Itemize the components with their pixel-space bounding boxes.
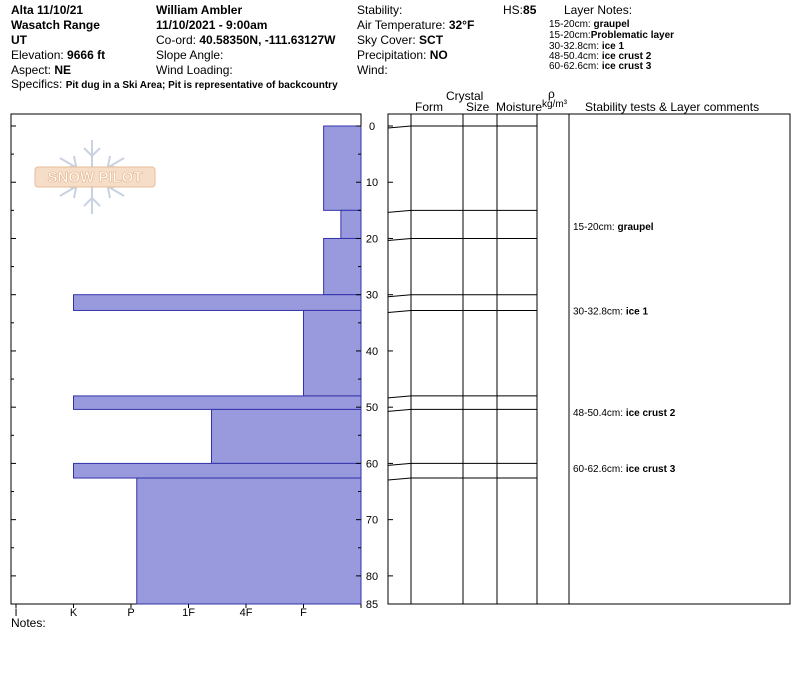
hardness-tick-label: 4F [239, 607, 253, 619]
hardness-tick-label: 1F [182, 607, 195, 619]
layer-table-frame [388, 114, 790, 604]
hardness-bar [212, 409, 362, 463]
layer-comment-range: 60-62.6cm: [573, 464, 626, 476]
wind-label: Wind: [357, 63, 388, 77]
layer-connector-line [388, 210, 411, 212]
hardness-tick-label: I [14, 607, 18, 619]
layer-note-item: 15-20cm: graupel [549, 19, 630, 30]
layer-comment-text: ice 1 [625, 306, 649, 318]
range-name: Wasatch Range [11, 18, 100, 32]
specifics-label: Specifics: [11, 77, 63, 91]
hardness-bar [74, 295, 362, 311]
sky-cover-label: Sky Cover: [357, 33, 416, 47]
depth-tick-label: 40 [365, 345, 379, 358]
depth-tick-label: 60 [365, 458, 379, 471]
layer-connector-line [388, 310, 411, 312]
layer-comments [573, 222, 676, 475]
depth-tick-label: 85 [365, 599, 379, 611]
moisture-header: Moisture [496, 100, 543, 114]
layer-note-item: 48-50.4cm: ice crust 2 [549, 51, 652, 62]
layer-connector-line [388, 396, 411, 398]
observation-datetime: 11/10/2021 - 9:00am [156, 18, 268, 32]
air-temp-label: Air Temperature: [357, 18, 446, 32]
air-temp-value: 32°F [448, 18, 475, 32]
hardness-bar [74, 396, 362, 409]
state-name: UT [11, 33, 27, 47]
layer-comment-text: ice crust 2 [625, 407, 676, 419]
aspect-value: NE [54, 63, 72, 77]
pit-title: Alta 11/10/21 [11, 3, 84, 17]
layer-note-item: 15-20cm:Problematic layer [549, 30, 675, 41]
rho-header: ρ [548, 87, 555, 101]
notes-label: Notes: [11, 616, 46, 630]
snowpilot-logo [35, 140, 155, 214]
hardness-bar [324, 126, 361, 210]
layer-comment [573, 464, 676, 475]
layer-connector-line [388, 478, 411, 480]
aspect-label: Aspect: [11, 63, 52, 77]
layer-comment-range: 30-32.8cm: [573, 306, 626, 318]
layer-comment-text: ice crust 3 [625, 464, 676, 476]
hardness-bar [324, 238, 361, 294]
hardness-bar [137, 478, 361, 604]
density-unit-header: kg/m³ [542, 99, 567, 110]
wind-loading-label: Wind Loading: [156, 63, 233, 77]
specifics-value: Pit dug in a Ski Area; Pit is representative of backcountry [65, 80, 338, 91]
depth-tick-label: 70 [365, 514, 379, 527]
hardness-tick-label: P [127, 607, 135, 619]
coord-label: Co-ord: [156, 33, 197, 47]
hardness-axis [14, 604, 361, 619]
depth-tick-label: 50 [365, 402, 379, 415]
depth-tick-label: 80 [365, 570, 379, 583]
layer-note-item: 60-62.6cm: ice crust 3 [549, 61, 652, 72]
hardness-tick-label: K [69, 607, 78, 619]
crystal-header: Crystal [446, 89, 484, 103]
depth-tick-label: 10 [365, 177, 379, 190]
size-header: Size [466, 100, 490, 114]
layer-comment-range: 15-20cm: [573, 222, 618, 234]
hardness-bars [74, 126, 362, 604]
hs-value: 85 [523, 3, 537, 17]
depth-tick-label: 30 [365, 289, 379, 302]
layer-note-item: 30-32.8cm: ice 1 [549, 41, 625, 52]
layer-notes-title: Layer Notes: [564, 3, 633, 17]
depth-tick-label: 0 [368, 121, 376, 133]
stability-label: Stability: [357, 3, 403, 17]
depth-tick-label: 20 [365, 233, 379, 246]
hardness-tick-label: F [300, 607, 307, 619]
layer-comment-text: graupel [617, 222, 654, 234]
slope-angle-label: Slope Angle: [156, 48, 224, 62]
logo-text: SNOW PILOT [47, 169, 143, 186]
elevation-label: Elevation: [11, 48, 64, 62]
layer-comment [573, 222, 654, 233]
sky-cover-value: SCT [419, 33, 444, 47]
layer-comment [573, 307, 648, 318]
hs-label: HS: [503, 3, 524, 17]
hardness-bar [74, 463, 362, 478]
layer-comment-range: 48-50.4cm: [573, 407, 626, 419]
layer-connector-line [388, 409, 411, 411]
hardness-bar [341, 210, 361, 238]
stability-comments-header: Stability tests & Layer comments [585, 100, 760, 114]
precip-label: Precipitation: [357, 48, 427, 62]
elevation-value: 9666 ft [67, 48, 106, 62]
hardness-bar [304, 310, 362, 395]
observer-name: William Ambler [156, 3, 243, 17]
form-header: Form [415, 100, 443, 114]
layer-comment [573, 408, 676, 419]
precip-value: NO [429, 48, 448, 62]
coord-value: 40.58350N, -111.63127W [199, 33, 336, 47]
